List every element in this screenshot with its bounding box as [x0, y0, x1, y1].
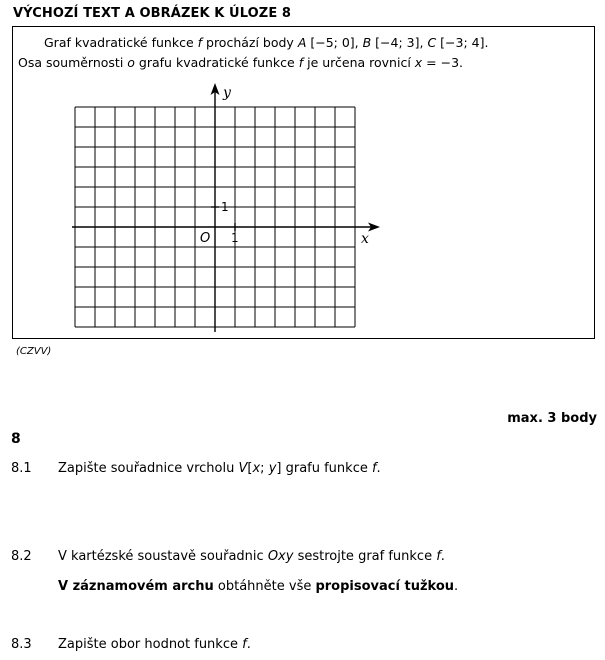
source-note: (CZVV): [16, 346, 52, 357]
subquestion-number: 8.3: [11, 637, 32, 652]
coordinate-grid: [60, 80, 390, 335]
question-number: 8: [11, 431, 21, 447]
x-axis-label: x: [361, 231, 369, 247]
max-points: max. 3 body: [507, 411, 597, 426]
x-tick-label: 1: [231, 231, 239, 245]
section-heading: VÝCHOZÍ TEXT A OBRÁZEK K ÚLOZE 8: [13, 6, 292, 21]
y-axis-label: y: [223, 85, 231, 101]
intro-line-1: Graf kvadratické funkce f prochází body A [−5; 0], B [−4; 3], C [−3; 4].: [44, 35, 489, 50]
subquestion-number: 8.1: [11, 461, 32, 476]
y-tick-label: 1: [221, 200, 229, 214]
subquestion-text: Zapište souřadnice vrcholu V[x; y] grafu funkce f.: [58, 461, 381, 476]
origin-label: O: [200, 231, 211, 246]
subquestion-text: V kartézské soustavě souřadnic Oxy sestrojte graf funkce f.: [58, 549, 445, 564]
intro-line-2: Osa souměrnosti o grafu kvadratické funkce f je určena rovnicí x = −3.: [18, 55, 463, 70]
subquestion-number: 8.2: [11, 549, 32, 564]
subquestion-text: Zapište obor hodnot funkce f.: [58, 637, 251, 652]
subquestion-8-2-instruction: V záznamovém archu obtáhněte vše propisovací tužkou.: [58, 579, 459, 594]
